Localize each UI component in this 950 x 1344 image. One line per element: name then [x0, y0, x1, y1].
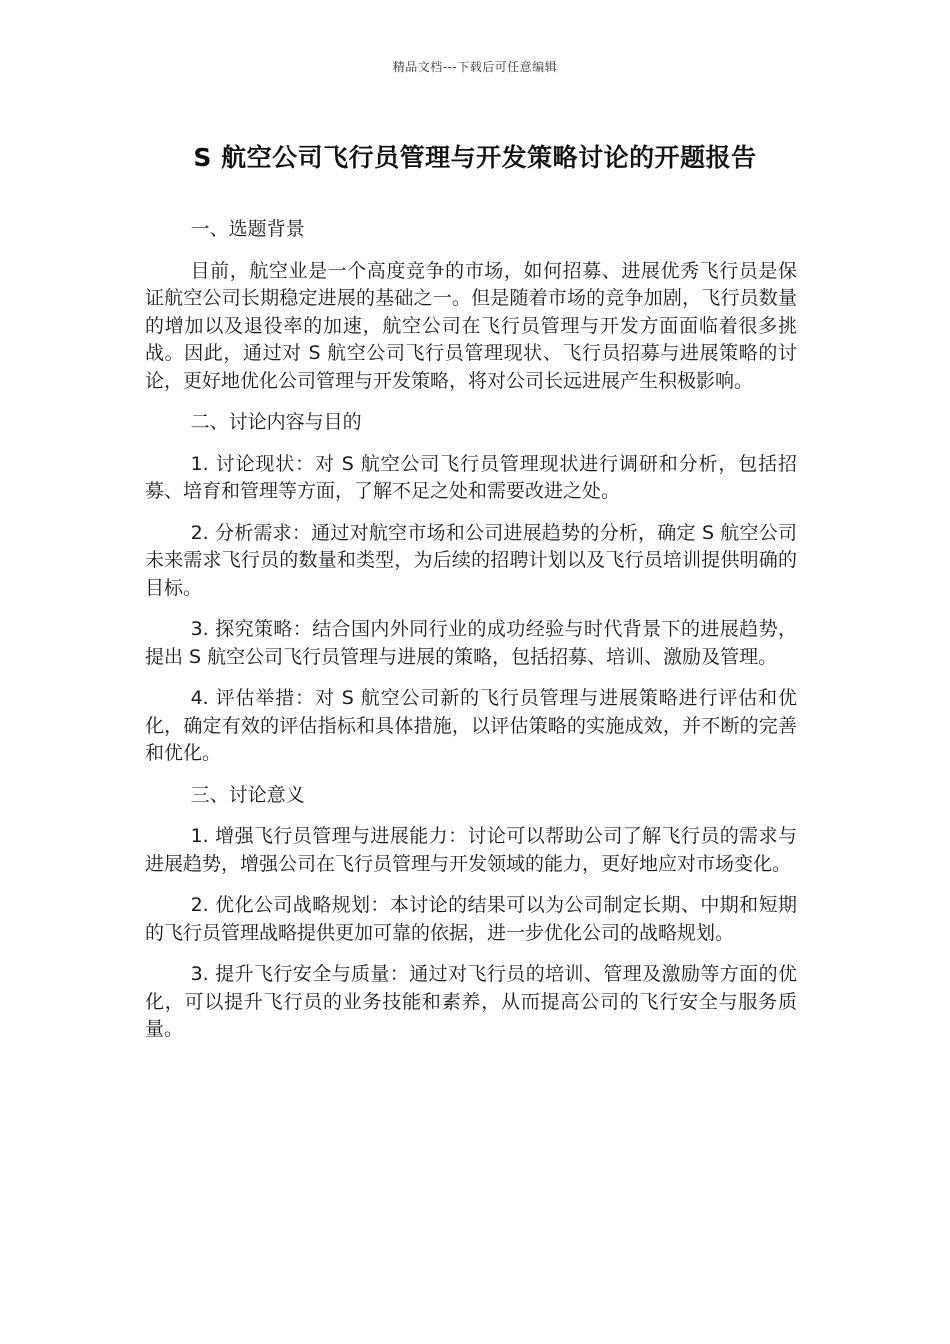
paragraph: 4. 评估举措：对 S 航空公司新的飞行员管理与进展策略进行评估和优化，确定有效的评估指标和具体措施，以评估策略的实施成效，并不断的完善和优化。 — [145, 687, 797, 764]
paragraph: 2. 分析需求：通过对航空市场和公司进展趋势的分析，确定 S 航空公司未来需求飞行员的数量和类型，为后续的招聘计划以及飞行员培训提供明确的目标。 — [145, 521, 797, 599]
section-heading: 一、选题背景 — [190, 218, 305, 240]
section-heading: 三、讨论意义 — [190, 783, 305, 806]
paragraph: 3. 探究策略：结合国内外同行业的成功经验与时代背景下的进展趋势，提出 S 航空公司飞行员管理与进展的策略，包括招募、培训、激励及管理。 — [145, 618, 797, 668]
section-significance — [145, 782, 797, 1044]
paragraph: 1. 讨论现状：对 S 航空公司飞行员管理现状进行调研和分析，包括招募、培育和管理等方面，了解不足之处和需要改进之处。 — [145, 452, 797, 502]
document-title: S 航空公司飞行员管理与开发策略讨论的开题报告 — [193, 143, 757, 172]
section-heading: 二、讨论内容与目的 — [190, 411, 362, 433]
paragraph: 3. 提升飞行安全与质量：通过对飞行员的培训、管理及激励等方面的优化，可以提升飞行员的业务技能和素养，从而提高公司的飞行安全与服务质量。 — [145, 963, 797, 1040]
paragraph: 目前，航空业是一个高度竞争的市场，如何招募、进展优秀飞行员是保证航空公司长期稳定进展的基础之一。但是随着市场的竞争加剧，飞行员数量的增加以及退役率的加速，航空公司在飞行员管理与开发方面面临着很多挑战。因此，通过对 S 航空公司飞行员管理现状、飞行员招募与进展策略的讨论，更好地优化公司管理与开发策略，将对公司长远进展产生积极影响。 — [145, 259, 797, 392]
page-header: 精品文档---下载后可任意编辑 — [392, 60, 558, 74]
document-body — [145, 216, 797, 1058]
paragraph: 2. 优化公司战略规划：本讨论的结果可以为公司制定长期、中期和短期的飞行员管理战略提供更加可靠的依据，进一步优化公司的战略规划。 — [145, 894, 797, 944]
section-background — [145, 216, 797, 395]
paragraph: 1. 增强飞行员管理与进展能力：讨论可以帮助公司了解飞行员的需求与进展趋势，增强公司在飞行员管理与开发领域的能力，更好地应对市场变化。 — [145, 825, 797, 875]
section-content-purpose — [145, 409, 797, 768]
